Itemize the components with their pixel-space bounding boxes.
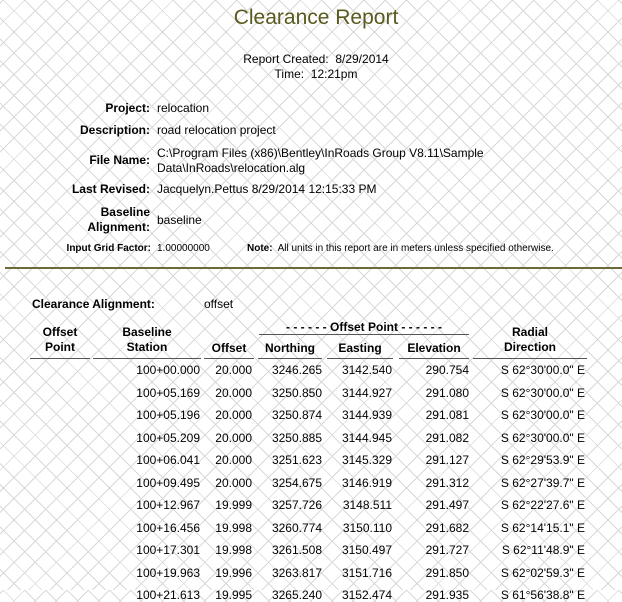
- cell-station: 100+06.041: [136, 453, 200, 467]
- cell-station: 100+21.613: [136, 588, 200, 602]
- cell-offset: 20.000: [215, 430, 252, 445]
- header-elevation: Elevation: [407, 341, 461, 355]
- cell-elevation: 291.080: [425, 385, 469, 400]
- cell-elevation: 290.754: [425, 363, 469, 377]
- cell-direction: S 62°30'00.0" E: [500, 363, 585, 377]
- cell-northing: 3251.623: [271, 453, 322, 467]
- header-baseline-station-line1: Baseline: [122, 325, 172, 339]
- cell-easting: 3151.716: [341, 565, 392, 580]
- last-revised-label: Last Revised:: [71, 182, 150, 196]
- header-underline-radial: [473, 358, 587, 359]
- cell-offset: 19.998: [215, 520, 252, 535]
- cell-easting: 3152.474: [341, 588, 392, 602]
- cell-elevation: 291.727: [425, 543, 469, 557]
- description-label: Description:: [79, 123, 150, 137]
- cell-easting: 3148.511: [342, 498, 392, 512]
- cell-elevation: 291.312: [425, 475, 469, 490]
- cell-northing: 3250.885: [271, 430, 322, 445]
- project-value: relocation: [157, 101, 210, 115]
- header-underline-northing: [258, 358, 322, 359]
- clearance-alignment-value: offset: [204, 297, 234, 311]
- cell-elevation: 291.081: [425, 408, 469, 422]
- cell-direction: S 62°14'15.1" E: [500, 520, 585, 535]
- units-note: [247, 242, 554, 255]
- cell-station: 100+12.967: [136, 498, 200, 512]
- cell-elevation: 291.935: [425, 588, 469, 602]
- cell-station: 100+16.456: [136, 520, 200, 535]
- cell-offset: 20.000: [215, 453, 252, 467]
- cell-easting: 3145.329: [341, 453, 392, 467]
- cell-offset: 19.996: [215, 565, 252, 580]
- cell-direction: S 62°27'39.7" E: [500, 475, 585, 490]
- cell-direction: S 62°02'59.3" E: [500, 565, 585, 580]
- baseline-label-line2: Alignment:: [87, 220, 150, 234]
- cell-easting: 3144.927: [341, 385, 392, 400]
- note-label: Note:: [247, 243, 273, 254]
- header-offset-point-group: - - - - - - Offset Point - - - - - -: [286, 320, 442, 334]
- cell-direction: S 62°30'00.0" E: [500, 385, 585, 400]
- cell-easting: 3146.919: [341, 475, 392, 490]
- header-underline-station: [93, 358, 201, 359]
- cell-elevation: 291.127: [425, 453, 469, 467]
- cell-offset: 20.000: [215, 475, 252, 490]
- baseline-label-line1: Baseline: [100, 205, 150, 219]
- cell-station: 100+00.000: [136, 363, 200, 377]
- header-northing: Northing: [265, 341, 315, 355]
- header-offset-point: [30, 325, 90, 355]
- cell-offset: 19.999: [215, 498, 252, 512]
- report-title: Clearance Report: [233, 6, 399, 29]
- cell-station: 100+19.963: [136, 565, 200, 580]
- header-underline-easting: [327, 358, 393, 359]
- header-radial-direction: [473, 325, 587, 355]
- header-offset-point-line1: Offset: [42, 325, 78, 339]
- header-baseline-station: [93, 325, 201, 355]
- header-underline-offset-point: [30, 358, 90, 359]
- header-underline-elevation: [399, 358, 469, 359]
- cell-station: 100+05.209: [136, 430, 200, 445]
- cell-easting: 3144.939: [341, 408, 392, 422]
- created-label: Report Created:: [243, 52, 329, 66]
- cell-direction: S 62°22'27.6" E: [500, 498, 585, 512]
- cell-elevation: 291.082: [425, 430, 469, 445]
- grid-factor-label: Input Grid Factor:: [66, 243, 151, 254]
- cell-northing: 3260.774: [271, 520, 322, 535]
- file-name-line1: C:\Program Files (x86)\Bentley\InRoads Group V8.11\Sample: [157, 146, 484, 160]
- last-revised-value: Jacquelyn.Pettus 8/29/2014 12:15:33 PM: [157, 182, 377, 196]
- cell-northing: 3254.675: [271, 475, 322, 490]
- cell-station: 100+09.495: [136, 475, 200, 490]
- header-underline-group: [259, 334, 469, 335]
- cell-northing: 3246.265: [271, 363, 322, 377]
- cell-northing: 3250.874: [271, 408, 322, 422]
- header-offset: Offset: [211, 341, 247, 355]
- baseline-value: baseline: [157, 213, 202, 227]
- header-baseline-station-line2: Station: [126, 340, 168, 354]
- report-created: [0, 52, 622, 82]
- cell-direction: S 62°11'48.9" E: [501, 543, 585, 557]
- header-radial-line1: Radial: [511, 325, 548, 339]
- cell-direction: S 62°29'53.9" E: [500, 453, 585, 467]
- cell-station: 100+05.169: [136, 385, 200, 400]
- header-easting: Easting: [338, 341, 382, 355]
- created-time: 12:21pm: [310, 67, 358, 81]
- cell-station: 100+05.196: [136, 408, 200, 422]
- cell-northing: 3250.850: [271, 385, 322, 400]
- cell-offset: 20.000: [215, 385, 252, 400]
- cell-direction: S 61°56'38.8" E: [500, 588, 585, 602]
- header-radial-line2: Direction: [503, 340, 556, 354]
- created-date: 8/29/2014: [335, 52, 389, 66]
- section-divider: [5, 267, 622, 269]
- cell-elevation: 291.850: [425, 565, 469, 580]
- cell-easting: 3150.497: [341, 543, 392, 557]
- time-label: Time:: [274, 67, 305, 81]
- cell-direction: S 62°30'00.0" E: [500, 430, 585, 445]
- cell-northing: 3263.817: [271, 565, 322, 580]
- header-underline-offset: [204, 358, 254, 359]
- cell-elevation: 291.682: [425, 520, 469, 535]
- cell-northing: 3265.240: [271, 588, 322, 602]
- cell-easting: 3144.945: [341, 430, 392, 445]
- note-text: All units in this report are in meters unless specified otherwise.: [277, 243, 554, 254]
- file-name-label: File Name:: [89, 153, 150, 167]
- cell-offset: 20.000: [215, 363, 252, 377]
- cell-direction: S 62°30'00.0" E: [500, 408, 585, 422]
- cell-easting: 3142.540: [341, 363, 392, 377]
- cell-elevation: 291.497: [425, 498, 469, 512]
- file-name-line2: Data\InRoads\relocation.alg: [157, 161, 306, 175]
- cell-offset: 19.995: [215, 588, 252, 602]
- cell-station: 100+17.301: [136, 543, 200, 557]
- clearance-alignment-label: Clearance Alignment:: [32, 297, 155, 311]
- cell-northing: 3257.726: [271, 498, 322, 512]
- grid-factor-value: 1.00000000: [157, 243, 210, 254]
- description-value: road relocation project: [157, 123, 276, 137]
- project-label: Project:: [105, 101, 150, 115]
- cell-easting: 3150.110: [342, 520, 392, 535]
- cell-northing: 3261.508: [271, 543, 322, 557]
- cell-offset: 20.000: [215, 408, 252, 422]
- cell-offset: 19.998: [215, 543, 252, 557]
- header-offset-point-line2: Point: [45, 340, 75, 354]
